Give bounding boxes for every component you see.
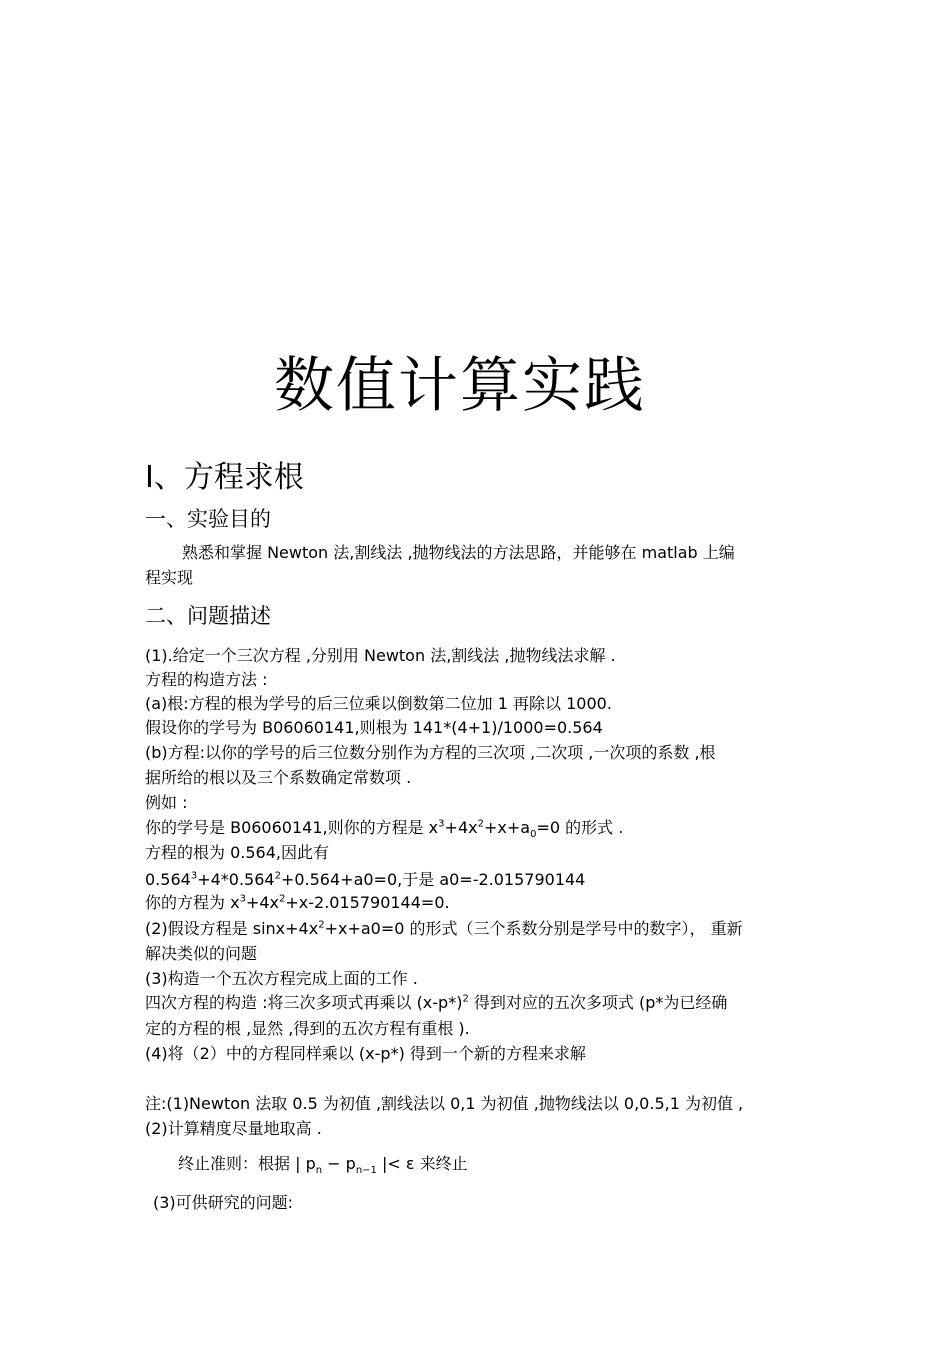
note-line: (2)计算精度尽量地取高 .: [145, 1119, 322, 1138]
problem-line: 定的方程的根 ,显然 ,得到的五次方程有重根 ).: [145, 1019, 470, 1038]
problem-line: (b)方程:以你的学号的后三位数分别作为方程的三次项 ,二次项 ,一次项的系数 ,根: [145, 743, 716, 762]
page-title: 数值计算实践: [274, 351, 646, 421]
problem-line: 解决类似的问题: [145, 944, 258, 963]
problem-line: (1).给定一个三次方程 ,分别用 Newton 法,割线法 ,抛物线法求解 .: [145, 646, 616, 665]
note-line: 注:(1)Newton 法取 0.5 为初值 ,割线法以 0,1 为初值 ,抛物线法以 0,0.5,1 为初值 ,: [145, 1094, 744, 1113]
chapter-heading: I、方程求根: [145, 460, 304, 495]
sin-equation-line: (2)假设方程是 $\sin x+4x^2+x+a0=0$ 的形式（三个系数分别是学号中的数字）， 重新: [145, 919, 743, 938]
final-equation-line: 你的方程为 $x^3+4x^2+x-2.015790144=0$.: [145, 893, 450, 912]
section-heading-purpose: 一、实验目的: [145, 507, 271, 531]
problem-line: (a)根:方程的根为学号的后三位乘以倒数第二位加 1 再除以 1000.: [145, 694, 612, 713]
problem-line: 假设你的学号为 B06060141,则根为 141*(4+1)/1000=0.564: [145, 718, 603, 737]
quintic-construction-line: 四次方程的构造 :将三次多项式再乘以 $(x-p*)^2$ 得到对应的五次多项式 (p*为已经确: [145, 993, 728, 1012]
problem-line: (4)将（2）中的方程同样乘以 (x-p*) 得到一个新的方程来求解: [145, 1044, 586, 1063]
stop-criterion-line: 终止准则：根据 | $p_n - p_{n-1}$ |< ε 来终止: [178, 1154, 468, 1177]
problem-line: 方程的构造方法 :: [145, 670, 268, 689]
problem-line: 例如 :: [145, 793, 188, 812]
research-questions-line: (3)可供研究的问题:: [153, 1193, 294, 1212]
problem-line: (3)构造一个五次方程完成上面的工作 .: [145, 969, 418, 988]
section-heading-problem: 二、问题描述: [145, 604, 271, 628]
problem-line: 方程的根为 0.564,因此有: [145, 843, 329, 862]
purpose-line-1: 熟悉和掌握 Newton 法,割线法 ,抛物线法的方法思路，并能够在 matlab 上编: [182, 543, 735, 562]
purpose-line-2: 程实现: [145, 568, 194, 587]
problem-line: 据所给的根以及三个系数确定常数项 .: [145, 768, 412, 787]
root-equation-line: $0.564^3+4*0.564^2+0.564+a0=0$,于是 a0=-2.015790144: [145, 870, 586, 889]
example-equation-line: 你的学号是 B06060141,则你的方程是 $x^3+4x^2+x+a_0=0$ 的形式 .: [145, 818, 624, 841]
